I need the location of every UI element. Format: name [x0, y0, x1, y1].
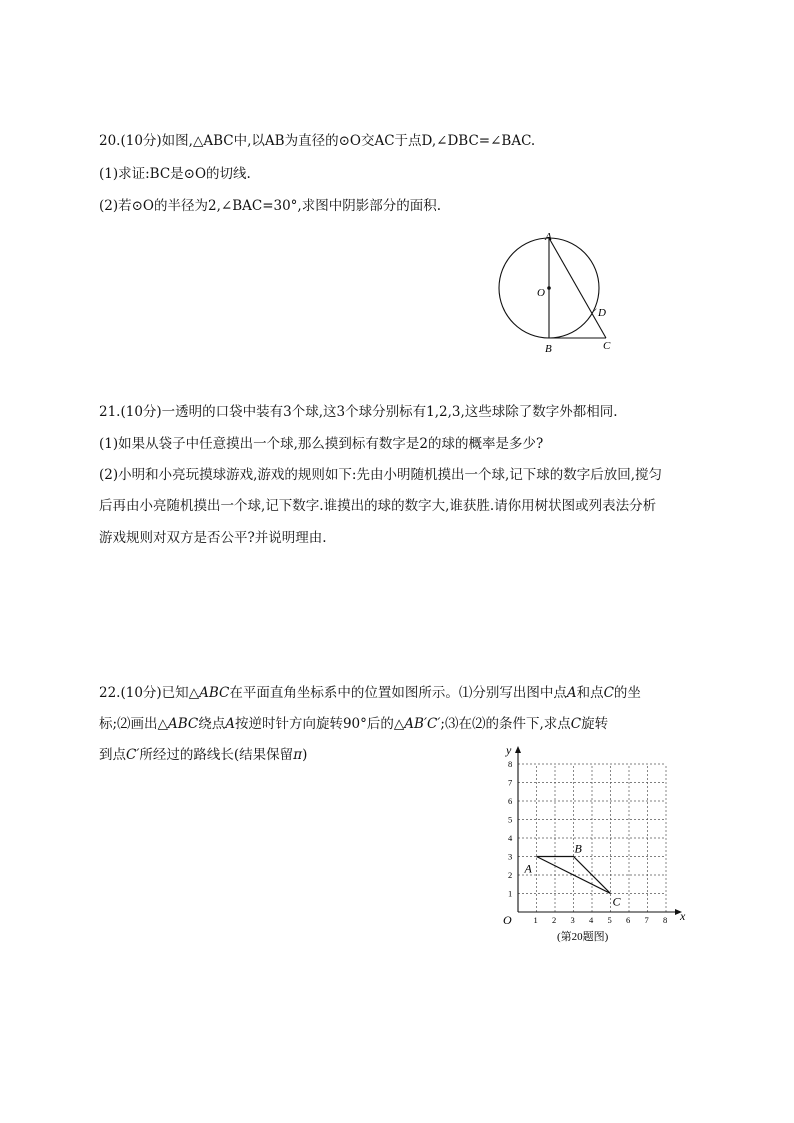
q22-pt-a: A	[566, 685, 577, 701]
q22-line2-c: 按逆时针方向旋转90°后的	[234, 716, 394, 732]
y-tick-label: 7	[508, 777, 513, 788]
grid-lines	[518, 764, 666, 912]
y-tick-label: 5	[508, 814, 513, 825]
label-a: A	[545, 231, 552, 243]
q21-stem: 21.(10分)一透明的口袋中装有3个球,这3个球分别标有1,2,3,这些球除了数字外都相同.	[99, 404, 618, 420]
label-o: O	[537, 287, 545, 299]
x-tick-label: 4	[589, 915, 594, 925]
shaded-region	[549, 288, 598, 338]
y-axis-arrow	[515, 746, 521, 753]
y-tick-label: 4	[508, 833, 513, 843]
q22-line1-a: 22.(10分)已知	[99, 685, 189, 701]
point-b-label: B	[574, 841, 582, 856]
tick-labels	[508, 759, 667, 925]
q22-coordinate-grid	[490, 740, 686, 950]
label-d: D	[598, 307, 606, 319]
q22-line1-b: 在平面直角坐标系中的位置如图所示。⑴分别写出图中点	[229, 685, 567, 701]
label-c: C	[603, 340, 611, 352]
q22-line3-a: 到点	[99, 747, 126, 763]
y-axis-label: y	[506, 743, 512, 757]
figure-caption: (第20题图)	[557, 931, 609, 943]
x-tick-label: 5	[607, 915, 612, 925]
q22-line2-e: 旋转	[581, 716, 609, 732]
y-tick-label: 1	[508, 888, 513, 899]
q22-line3	[99, 745, 307, 765]
q22-line3-c: )	[302, 747, 308, 763]
q21-part1: (1)如果从袋子中任意摸出一个球,那么摸到标有数字是2的球的概率是多少?	[99, 436, 544, 452]
q20-stem: 20.(10分)如图,△ABC中,以AB为直径的⊙O交AC于点D,∠DBC=∠BAC.	[99, 133, 536, 149]
q22-pt-c3: C′	[126, 747, 140, 763]
x-tick-label: 2	[552, 915, 557, 925]
q22-pt-c: C	[603, 685, 614, 701]
y-tick-label: 3	[508, 851, 513, 862]
q22-line1-c: 和点	[576, 685, 604, 701]
x-axis-label: x	[680, 909, 686, 923]
q22-line2-b: 绕点	[198, 716, 226, 732]
q20-circle-figure	[490, 228, 630, 358]
x-tick-label: 8	[663, 915, 668, 925]
q21-part2-line1: (2)小明和小亮玩摸球游戏,游戏的规则如下:先由小明随机摸出一个球,记下球的数字后放回,搅匀	[99, 467, 663, 483]
axes	[515, 746, 682, 915]
q20-part1: (1)求证:BC是⊙O的切线.	[99, 166, 251, 182]
y-tick-label: 2	[508, 870, 513, 880]
q21-part2-line2: 后再由小亮随机摸出一个球,记下数字.谁摸出的球的数字大,谁获胜.请你用树状图或列表法分析	[99, 498, 657, 514]
q22-pt-c2: C	[570, 716, 582, 732]
center-point	[547, 286, 551, 290]
segment-ac	[549, 238, 606, 338]
q22-tri2: △ABC	[157, 716, 199, 732]
point-c-label: C	[612, 894, 621, 909]
q22-line2-a: 标;⑵画出	[99, 716, 158, 732]
x-tick-label: 1	[533, 915, 538, 925]
q22-line2-d: ;⑶在⑵的条件下,求点	[440, 716, 571, 732]
q22-pi: π	[293, 747, 303, 763]
q22-line1-d: 的坐	[613, 685, 641, 701]
q22-tri1: △ABC	[188, 685, 230, 701]
x-tick-label: 3	[570, 915, 575, 925]
q22-line1	[99, 683, 641, 703]
origin-label: O	[503, 913, 512, 927]
q22-tri3: △AB′C′	[393, 716, 441, 732]
q22-pt-a2: A	[225, 716, 235, 732]
q20-part2: (2)若⊙O的半径为2,∠BAC=30°,求图中阴影部分的面积.	[99, 198, 442, 214]
y-tick-label: 6	[508, 796, 513, 806]
point-a-label: A	[524, 861, 532, 876]
x-tick-label: 6	[626, 915, 631, 925]
label-b: B	[545, 343, 552, 355]
q22-line3-b: 所经过的路线长(结果保留	[139, 747, 294, 763]
x-tick-label: 7	[644, 915, 649, 925]
q21-part2-line3: 游戏规则对双方是否公平?并说明理由.	[99, 530, 327, 546]
q22-line2	[99, 714, 608, 734]
y-tick-label: 8	[508, 759, 513, 769]
